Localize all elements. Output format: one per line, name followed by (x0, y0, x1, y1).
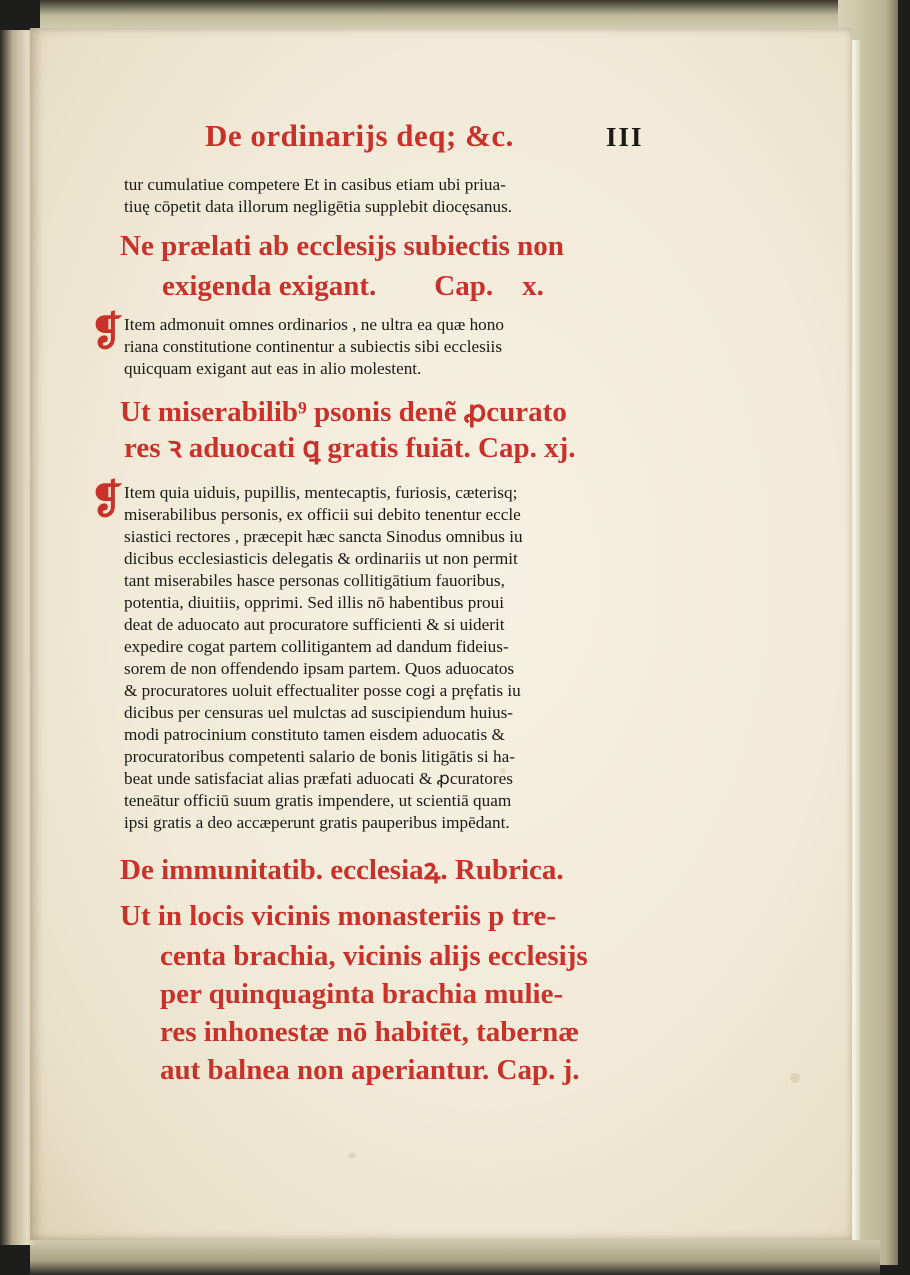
text-line: tur cumulatiue competere Et in casibus etiam ubi priua- (124, 175, 506, 194)
chapter-heading-line: Ne prælati ab ecclesijs subiectis non (120, 230, 564, 262)
chapter-heading-line: exigenda exigant. Cap. x. (162, 270, 544, 302)
text-line: modi patrocinium constituto tamen eisdem aduocatis & (124, 725, 505, 744)
text-line: Item quia uiduis, pupillis, mentecaptis, furiosis, cæterisq; (124, 483, 518, 502)
text-line: Item admonuit omnes ordinarios , ne ultra ea quæ hono (124, 315, 504, 334)
text-line: procuratoribus competenti salario de bonis litigātis si ha- (124, 747, 515, 766)
text-line: expedire cogat partem collitigantem ad dandum fideius- (124, 637, 509, 656)
text-line: tiuę cōpetit data illorum negligētia supplebit diocęsanus. (124, 197, 513, 216)
text-line: potentia, diuitiis, opprimi. Sed illis nō habentibus proui (124, 593, 505, 612)
chapter-heading-line: centa brachia, vicinis alijs ecclesijs (160, 940, 588, 972)
paragraph-mark: ❡ (90, 477, 124, 522)
text-line: sorem de non offendendo ipsam partem. Quos aduocatos (124, 659, 515, 678)
chapter-heading-line: res inhonestæ nō habitēt, tabernæ (160, 1016, 580, 1048)
text-line: miserabilibus personis, ex officii sui debito tenentur eccle (124, 505, 521, 524)
rubric-heading: De immunitatib. ecclesiaꝝ. Rubrica. (120, 854, 564, 886)
chapter-heading-line: res ꝛ aduocati ꝗ gratis fuiāt. Cap. xj. (124, 432, 576, 464)
chapter-heading-line: Ut in locis vicinis monasteriis p tre- (120, 900, 557, 932)
chapter-heading-line: aut balnea non aperiantur. Cap. j. (160, 1054, 580, 1086)
text-line: dicibus per censuras uel mulctas ad suscipiendum huius- (124, 703, 514, 722)
text-line: deat de aduocato aut procuratore sufficienti & si uiderit (124, 615, 505, 634)
chapter-heading-line: per quinquaginta brachia mulie- (160, 978, 564, 1010)
text-line: ipsi gratis a deo accæperunt gratis pauperibus impēdant. (124, 813, 510, 832)
text-line: tant miserabiles hasce personas collitigātium fauoribus, (124, 571, 505, 590)
text-line: dicibus ecclesiasticis delegatis & ordinariis ut non permit (124, 549, 518, 568)
chapter-heading-line: Ut miserabilib⁹ psonis denẽ ꝓcurato (120, 396, 567, 428)
text-line: quicquam exigant aut eas in alio molestent. (124, 359, 422, 378)
foxing-spot (790, 1073, 800, 1083)
folio-number: III (606, 122, 644, 152)
binding-board-bottom (30, 1240, 880, 1275)
text-line: & procuratores uoluit effectualiter posse cogi a pręfatis iu (124, 681, 521, 700)
paragraph-mark: ❡ (90, 309, 124, 354)
text-line: beat unde satisfaciat alias præfati aduocati & ꝓcuratores (124, 769, 513, 788)
foxing-spot (348, 1153, 356, 1158)
text-line: siastici rectores , præcepit hæc sancta Sinodus omnibus iu (124, 527, 523, 546)
running-head: De ordinarijs deq; &c. (205, 118, 514, 153)
text-line: riana constitutione continentur a subiectis sibi ecclesiis (124, 337, 503, 356)
text-line: teneātur officiū suum gratis impendere, ut scientiā quam (124, 791, 512, 810)
